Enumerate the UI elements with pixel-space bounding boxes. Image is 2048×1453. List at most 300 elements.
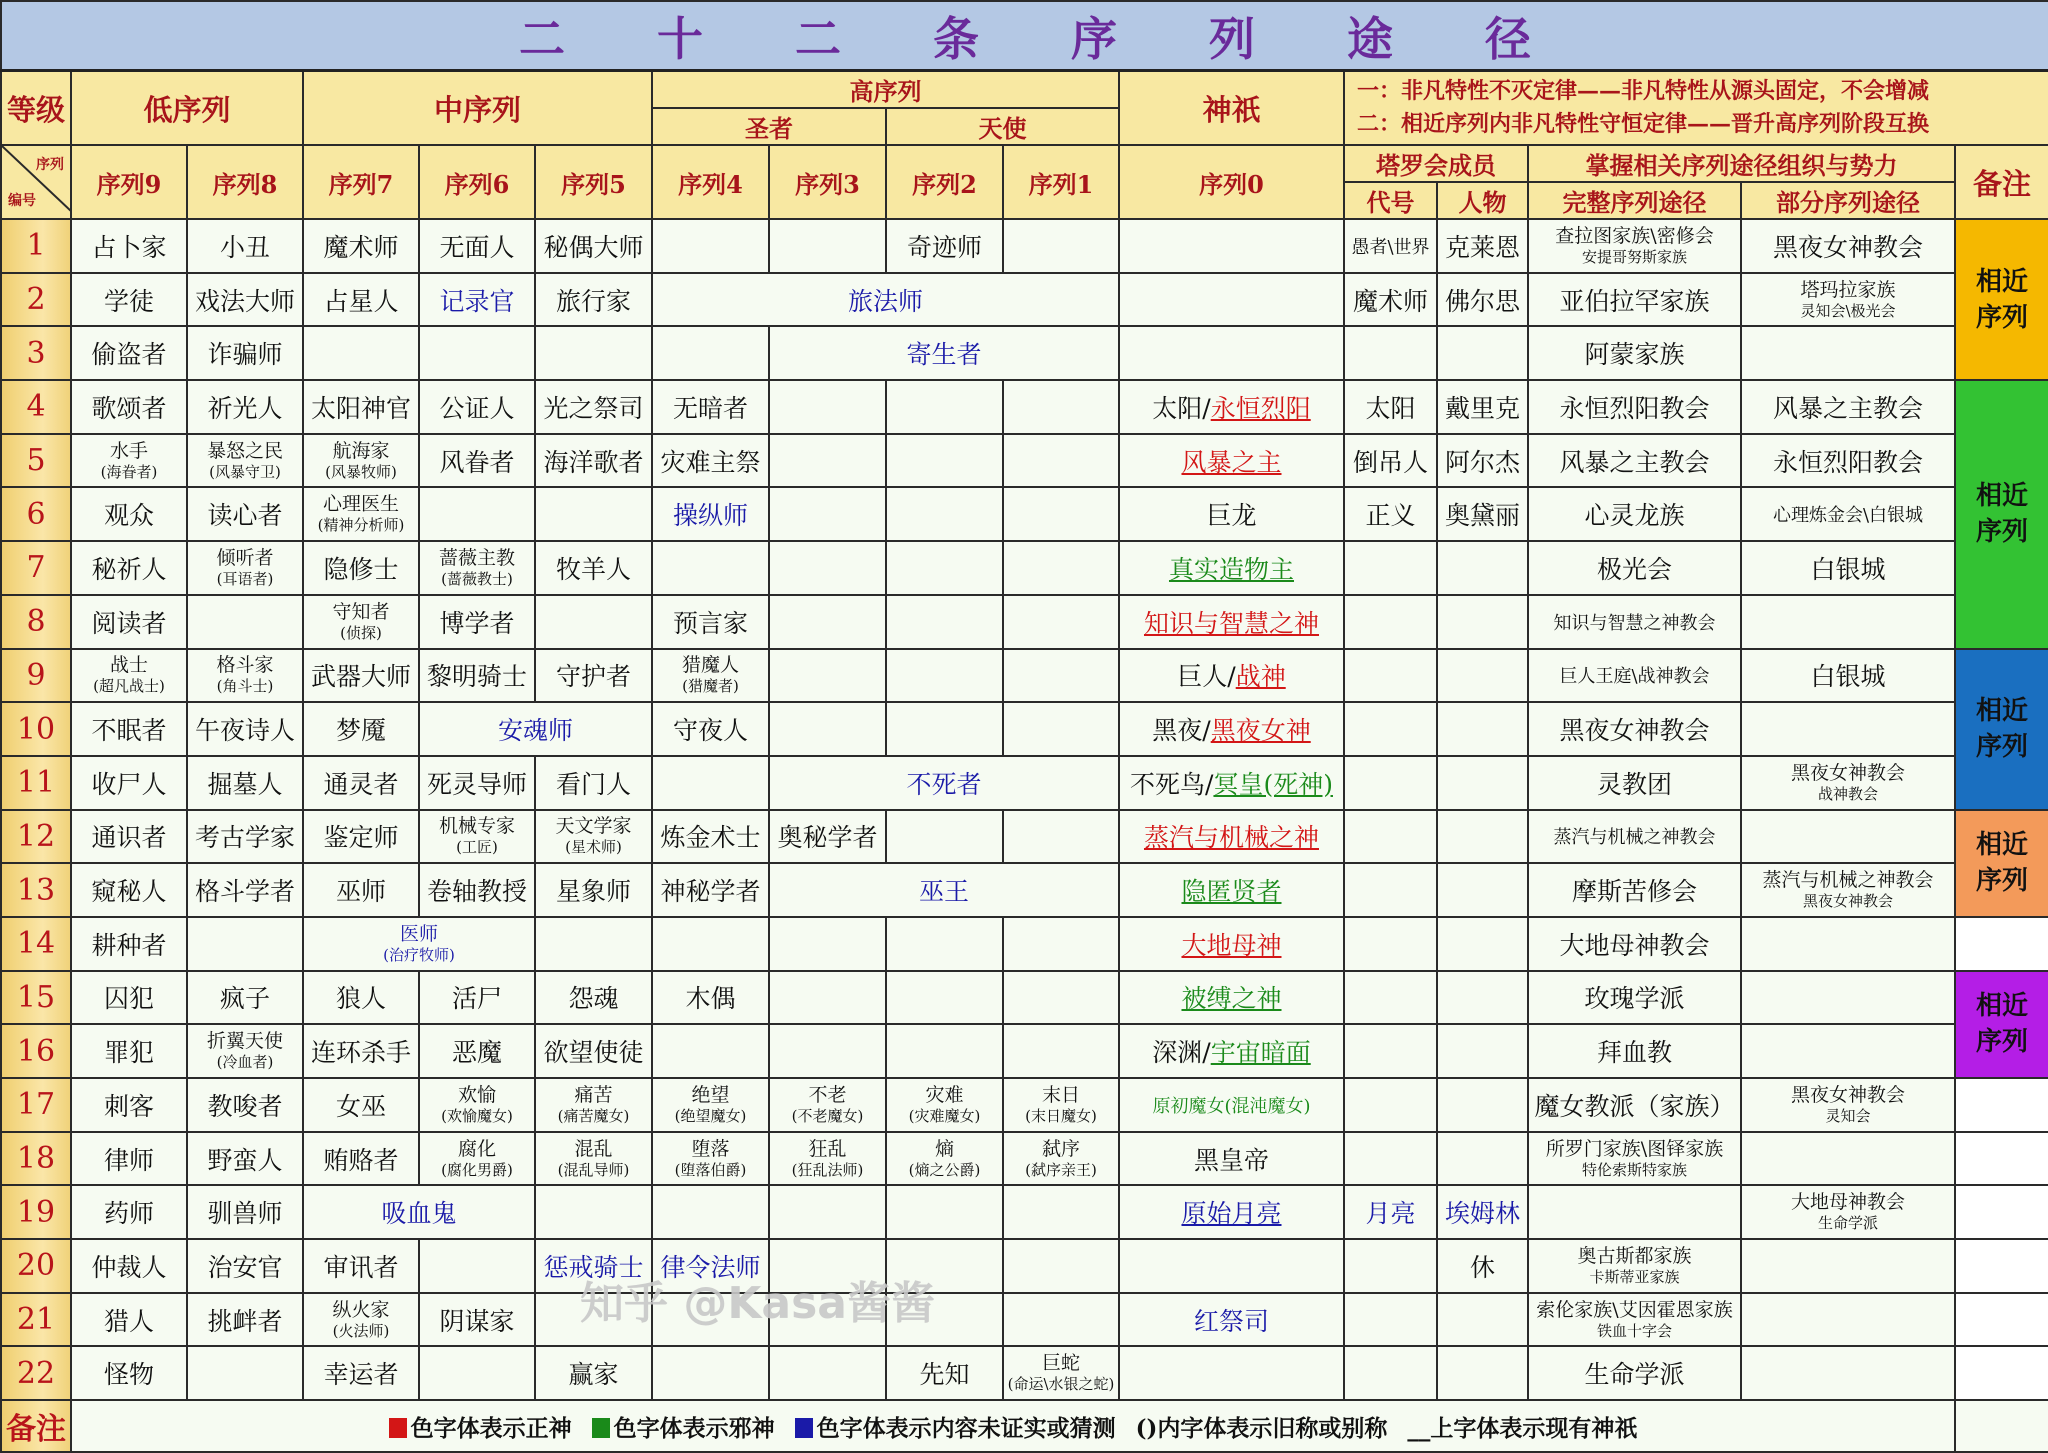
table-row	[1, 434, 2048, 488]
table-row	[1, 541, 2048, 595]
table-cell	[71, 434, 187, 488]
table-row	[1, 1024, 2048, 1078]
table-cell: 连环杀手	[303, 1024, 419, 1078]
table-cell: 疯子	[187, 971, 303, 1025]
table-cell	[1741, 273, 1955, 327]
cell-subtext: (命运\水银之蛇)	[1007, 1375, 1115, 1394]
table-cell: 无面人	[419, 219, 535, 273]
cell-subtext: (弑序亲王)	[1025, 1160, 1097, 1179]
cell-subtext: (欢愉魔女)	[441, 1106, 513, 1125]
table-cell	[419, 487, 535, 541]
cell-text: 混乱	[574, 1137, 613, 1160]
table-cell: 欲望使徒	[535, 1024, 652, 1078]
row-number: 1	[1, 219, 71, 273]
cell-text: 所罗门家族\图铎家族	[1545, 1137, 1724, 1160]
table-cell	[652, 756, 769, 810]
table-cell	[1003, 380, 1119, 434]
cell-text: 记录官	[439, 286, 515, 316]
row-number: 9	[1, 649, 71, 703]
remark-group	[1955, 1293, 2048, 1347]
table-cell	[652, 1078, 769, 1132]
table-cell: 怪物	[71, 1346, 187, 1400]
table-cell	[1119, 1185, 1344, 1239]
cell-text: 大地母神教会	[1790, 1191, 1905, 1214]
table-cell	[769, 756, 1119, 810]
header-remark: 备注	[1955, 145, 2048, 219]
table-cell	[1003, 702, 1119, 756]
cell-text: 巫王	[918, 877, 969, 907]
cell-text: 月亮	[1365, 1199, 1416, 1229]
table-row	[1, 1185, 2048, 1239]
cell-subtext: 安提哥努斯家族	[1581, 247, 1687, 266]
legend-text: 色字体表示正神	[410, 1414, 572, 1442]
cell-text: 蔷薇主教	[438, 546, 515, 569]
table-cell	[1344, 1024, 1437, 1078]
table-cell: 光之祭司	[535, 380, 652, 434]
header-grade: 等级	[1, 71, 71, 146]
table-cell	[652, 649, 769, 703]
cell-text: 原始月亮	[1181, 1199, 1282, 1229]
table-cell: 野蛮人	[187, 1132, 303, 1186]
cell-subtext: 战神教会	[1817, 784, 1878, 803]
cell-text: 欢愉	[457, 1083, 496, 1106]
table-cell	[1437, 1185, 1528, 1239]
table-cell: 阅读者	[71, 595, 187, 649]
cell-subtext: (末日魔女)	[1025, 1106, 1097, 1125]
cell-text: 绝望	[691, 1083, 730, 1106]
table-cell: 玫瑰学派	[1528, 971, 1741, 1025]
table-cell	[419, 702, 652, 756]
row-number: 18	[1, 1132, 71, 1186]
legend-item	[592, 1415, 775, 1442]
table-cell	[1741, 1078, 1955, 1132]
table-cell	[886, 595, 1003, 649]
table-cell	[1119, 273, 1344, 327]
table-cell	[1119, 326, 1344, 380]
table-cell	[1003, 971, 1119, 1025]
table-cell: 摩斯苦修会	[1528, 863, 1741, 917]
table-cell	[886, 649, 1003, 703]
table-cell	[769, 863, 1119, 917]
table-cell: 太阳神官	[303, 380, 419, 434]
table-cell	[1344, 326, 1437, 380]
table-cell: 黑夜女神教会	[1528, 702, 1741, 756]
cell-subtext: 特伦索斯特家族	[1581, 1160, 1687, 1179]
table-cell	[1437, 1293, 1528, 1347]
table-cell	[769, 1132, 886, 1186]
table-cell: 怨魂	[535, 971, 652, 1025]
cell-text: 暴怒之民	[206, 439, 283, 462]
table-cell	[535, 487, 652, 541]
header-corner	[1, 145, 71, 219]
row-number: 5	[1, 434, 71, 488]
cell-text: 吸血鬼	[381, 1199, 457, 1229]
table-cell	[1437, 863, 1528, 917]
table-cell	[886, 487, 1003, 541]
table-cell	[769, 1239, 886, 1293]
cell-text: 塔玛拉家族	[1800, 278, 1896, 301]
table-cell: 守夜人	[652, 702, 769, 756]
table-cell: 药师	[71, 1185, 187, 1239]
table-cell	[886, 1239, 1003, 1293]
table-cell	[652, 487, 769, 541]
table-cell: 秘祈人	[71, 541, 187, 595]
table-cell	[1119, 971, 1344, 1025]
cell-subtext: (堕落伯爵)	[674, 1160, 747, 1179]
table-row	[1, 326, 2048, 380]
table-cell	[303, 434, 419, 488]
legend-item	[1136, 1415, 1388, 1442]
table-cell: 窥秘人	[71, 863, 187, 917]
table-cell	[1119, 702, 1344, 756]
cell-text: 水手	[109, 439, 148, 462]
table-row	[1, 971, 2048, 1025]
table-cell	[1119, 863, 1344, 917]
table-cell: 审讯者	[303, 1239, 419, 1293]
table-cell	[769, 541, 886, 595]
table-cell	[535, 1293, 652, 1347]
table-cell	[886, 1132, 1003, 1186]
table-cell	[1437, 1132, 1528, 1186]
table-cell	[187, 595, 303, 649]
cell-subtext: (星术师)	[565, 838, 622, 857]
header-tarot-members: 塔罗会成员	[1344, 145, 1528, 182]
table-cell: 驯兽师	[187, 1185, 303, 1239]
table-cell	[1344, 1346, 1437, 1400]
cell-subtext: (角斗士)	[216, 677, 274, 696]
table-cell	[769, 1293, 886, 1347]
row-number: 3	[1, 326, 71, 380]
table-cell	[1344, 917, 1437, 971]
table-cell	[419, 1132, 535, 1186]
cell-text: 红祭司	[1193, 1306, 1269, 1336]
cell-text: 寄生者	[906, 340, 982, 370]
table-cell	[1003, 1132, 1119, 1186]
cell-text: 心理医生	[322, 493, 399, 516]
table-cell	[769, 1346, 886, 1400]
table-cell	[535, 1078, 652, 1132]
header-low-sequence: 低序列	[71, 71, 303, 146]
remark-group: 相近序列	[1955, 810, 2048, 917]
cell-text: 查拉图家族\密修会	[1555, 224, 1714, 247]
cell-text: 黑夜女神教会	[1790, 1083, 1905, 1106]
header-partial-pathway: 部分序列途径	[1741, 182, 1955, 219]
table-cell: 隐修士	[303, 541, 419, 595]
cell-subtext: (绝望魔女)	[674, 1106, 747, 1125]
row-number: 2	[1, 273, 71, 327]
cell-text: 熵	[934, 1137, 954, 1160]
table-cell	[1119, 917, 1344, 971]
table-cell	[535, 595, 652, 649]
table-row	[1, 756, 2048, 810]
cell-subtext: (灾难魔女)	[908, 1106, 981, 1125]
table-cell	[1119, 219, 1344, 273]
table-cell: 耕种者	[71, 917, 187, 971]
table-cell: 星象师	[535, 863, 652, 917]
cell-text-part: 冥皇(死神)	[1213, 769, 1333, 799]
cell-text: 猎魔人	[681, 654, 739, 677]
table-cell	[1741, 487, 1955, 541]
table-cell: 祈光人	[187, 380, 303, 434]
cell-text: 操纵师	[672, 501, 748, 531]
header-high-sequence: 高序列	[652, 71, 1119, 109]
cell-subtext: (蔷薇教士)	[441, 569, 513, 588]
table-cell	[1741, 1132, 1955, 1186]
cell-text: 末日	[1041, 1083, 1080, 1106]
remark-group: 相近序列	[1955, 649, 2048, 810]
table-cell	[1437, 756, 1528, 810]
legend-text: ()内字体表示旧称或别称	[1135, 1414, 1388, 1442]
table-row	[1, 1346, 2048, 1400]
cell-subtext: 铁血十字会	[1596, 1321, 1672, 1340]
table-cell	[535, 810, 652, 864]
footer-label: 备注	[1, 1400, 71, 1452]
table-cell	[886, 1185, 1003, 1239]
table-cell: 克莱恩	[1437, 219, 1528, 273]
table-cell: 佛尔思	[1437, 273, 1528, 327]
table-cell	[1437, 1024, 1528, 1078]
cell-text: 埃姆林	[1444, 1199, 1520, 1229]
blue-square-icon	[795, 1418, 813, 1438]
header-code: 代号	[1344, 182, 1437, 219]
table-cell	[886, 434, 1003, 488]
table-cell	[886, 810, 1003, 864]
header-seq-5: 序列5	[535, 145, 652, 219]
table-cell: 考古学家	[187, 810, 303, 864]
table-cell	[535, 1239, 652, 1293]
table-cell	[419, 1346, 535, 1400]
cell-text: 腐化	[457, 1137, 496, 1160]
header-seq-7: 序列7	[303, 145, 419, 219]
cell-text: 航海家	[332, 439, 390, 462]
table-cell	[1344, 702, 1437, 756]
row-number: 10	[1, 702, 71, 756]
table-cell: 魔术师	[1344, 273, 1437, 327]
table-cell: 灵教团	[1528, 756, 1741, 810]
table-cell	[886, 1024, 1003, 1078]
table-cell	[652, 219, 769, 273]
table-cell	[652, 541, 769, 595]
table-cell: 格斗学者	[187, 863, 303, 917]
row-number: 21	[1, 1293, 71, 1347]
cell-text: 被缚之神	[1181, 984, 1282, 1014]
table-cell	[303, 595, 419, 649]
table-cell: 贿赂者	[303, 1132, 419, 1186]
table-row	[1, 380, 2048, 434]
table-cell: 狼人	[303, 971, 419, 1025]
table-row	[1, 273, 2048, 327]
table-cell	[535, 917, 652, 971]
row-number: 14	[1, 917, 71, 971]
cell-text-part: 永恒烈阳	[1210, 393, 1311, 423]
cell-text: 黑夜女神教会	[1790, 761, 1905, 784]
table-cell	[1003, 434, 1119, 488]
rule-2: 二：相近序列内非凡特性守恒定律——晋升高序列阶段互换	[1357, 111, 1930, 137]
page-title: 二十二条序列途径	[1, 1, 2048, 71]
cell-text: 隐匿贤者	[1181, 877, 1282, 907]
table-cell	[1119, 1346, 1344, 1400]
cell-text: 真实造物主	[1168, 554, 1294, 584]
cell-text: 蒸汽与机械之神教会	[1553, 827, 1716, 849]
table-cell: 诈骗师	[187, 326, 303, 380]
table-cell: 奥秘学者	[769, 810, 886, 864]
header-full-pathway: 完整序列途径	[1528, 182, 1741, 219]
cell-text: 痛苦	[574, 1083, 613, 1106]
remark-group	[1955, 1346, 2048, 1400]
row-number: 16	[1, 1024, 71, 1078]
legend-text: 色字体表示内容未证实或猜测	[816, 1414, 1116, 1442]
table-cell: 公证人	[419, 380, 535, 434]
table-cell	[1344, 810, 1437, 864]
table-cell: 通灵者	[303, 756, 419, 810]
table-cell	[1437, 326, 1528, 380]
table-cell	[886, 917, 1003, 971]
table-cell	[652, 1346, 769, 1400]
table-cell: 女巫	[303, 1078, 419, 1132]
table-cell	[187, 434, 303, 488]
table-cell: 占卜家	[71, 219, 187, 273]
table-cell	[652, 917, 769, 971]
row-number: 4	[1, 380, 71, 434]
table-cell: 不眠者	[71, 702, 187, 756]
table-cell	[886, 971, 1003, 1025]
table-cell	[187, 541, 303, 595]
table-cell	[187, 917, 303, 971]
table-cell: 永恒烈阳教会	[1741, 434, 1955, 488]
legend-text: 色字体表示邪神	[613, 1414, 775, 1442]
table-cell	[1741, 863, 1955, 917]
table-cell: 木偶	[652, 971, 769, 1025]
table-cell	[1528, 1239, 1741, 1293]
table-cell: 挑衅者	[187, 1293, 303, 1347]
table-cell: 卷轴教授	[419, 863, 535, 917]
table-cell	[1119, 380, 1344, 434]
remark-group: 相近序列	[1955, 219, 2048, 380]
table-cell	[303, 326, 419, 380]
cell-text: 折翼天使	[206, 1030, 283, 1053]
legend-item	[1407, 1415, 1637, 1442]
table-cell	[652, 1024, 769, 1078]
cell-text: 弑序	[1041, 1137, 1080, 1160]
table-cell: 梦魇	[303, 702, 419, 756]
cell-text-part: 黑夜/	[1152, 716, 1211, 746]
row-number: 17	[1, 1078, 71, 1132]
header-saint: 圣者	[652, 108, 886, 145]
table-cell	[1437, 595, 1528, 649]
table-cell: 风暴之主教会	[1741, 380, 1955, 434]
table-cell	[1741, 702, 1955, 756]
table-cell	[1003, 487, 1119, 541]
remark-group: 相近序列	[1955, 380, 2048, 648]
table-cell	[1003, 541, 1119, 595]
table-cell: 戴里克	[1437, 380, 1528, 434]
table-cell	[1344, 1078, 1437, 1132]
header-seq-9: 序列9	[71, 145, 187, 219]
table-cell	[1528, 1185, 1741, 1239]
cell-text: 知识与智慧之神教会	[1553, 612, 1716, 634]
table-cell	[1119, 1078, 1344, 1132]
header-organizations: 掌握相关序列途径组织与势力	[1528, 145, 1955, 182]
cell-text: 不死者	[906, 769, 982, 799]
table-cell: 刺客	[71, 1078, 187, 1132]
table-cell: 太阳	[1344, 380, 1437, 434]
table-row	[1, 917, 2048, 971]
cell-subtext: (冷血者)	[216, 1053, 274, 1072]
table-cell: 黑夜女神教会	[1741, 219, 1955, 273]
table-row	[1, 1132, 2048, 1186]
table-row	[1, 810, 2048, 864]
table-cell: 倒吊人	[1344, 434, 1437, 488]
table-cell	[303, 1185, 535, 1239]
row-number: 6	[1, 487, 71, 541]
cell-subtext: 黑夜女神教会	[1802, 892, 1893, 911]
table-cell	[1003, 1346, 1119, 1400]
table-row	[1, 487, 2048, 541]
legend-text: __上字体表示现有神祇	[1407, 1414, 1638, 1442]
table-row	[1, 1078, 2048, 1132]
header-seq-1: 序列1	[1003, 145, 1119, 219]
cell-subtext: (风暴守卫)	[209, 462, 281, 481]
table-cell	[1437, 971, 1528, 1025]
header-person: 人物	[1437, 182, 1528, 219]
table-cell: 预言家	[652, 595, 769, 649]
cell-text: 奥古斯都家族	[1577, 1244, 1692, 1267]
table-cell	[1528, 595, 1741, 649]
table-row	[1, 649, 2048, 703]
cell-text: 巨人王庭\战神教会	[1559, 666, 1710, 688]
table-cell: 风眷者	[419, 434, 535, 488]
table-cell	[769, 219, 886, 273]
table-cell: 通识者	[71, 810, 187, 864]
cell-text: 灾难	[925, 1083, 964, 1106]
cell-text: 愚者\世界	[1351, 236, 1430, 258]
table-cell	[187, 1024, 303, 1078]
cell-subtext: (不老魔女)	[791, 1106, 864, 1125]
cell-subtext: 灵知会\极光会	[1800, 301, 1896, 320]
table-cell: 死灵导师	[419, 756, 535, 810]
table-cell	[535, 1132, 652, 1186]
cell-text-part: 太阳/	[1152, 393, 1211, 423]
cell-subtext: (痛苦魔女)	[557, 1106, 630, 1125]
cell-text: 心理炼金会\白银城	[1772, 505, 1924, 527]
cell-subtext: (混乱导师)	[557, 1160, 630, 1179]
table-cell	[886, 380, 1003, 434]
cell-text: 惩戒骑士	[543, 1252, 644, 1282]
table-cell	[1119, 434, 1344, 488]
table-cell	[187, 649, 303, 703]
table-cell	[1119, 1024, 1344, 1078]
cell-text: 旅法师	[847, 286, 923, 316]
header-mid-sequence: 中序列	[303, 71, 652, 146]
table-row	[1, 595, 2048, 649]
table-cell	[1741, 1239, 1955, 1293]
table-cell	[1528, 810, 1741, 864]
table-cell	[769, 380, 886, 434]
table-cell	[769, 487, 886, 541]
header-seq-6: 序列6	[419, 145, 535, 219]
table-cell	[1437, 649, 1528, 703]
table-cell: 奇迹师	[886, 219, 1003, 273]
table-cell	[1119, 1239, 1344, 1293]
cell-text-part: 巨人/	[1177, 662, 1236, 692]
table-cell	[535, 326, 652, 380]
cell-subtext: (耳语者)	[216, 569, 274, 588]
table-cell	[419, 1078, 535, 1132]
table-cell	[769, 1185, 886, 1239]
cell-text: 战士	[109, 654, 148, 677]
table-cell	[1003, 917, 1119, 971]
table-cell	[1741, 595, 1955, 649]
